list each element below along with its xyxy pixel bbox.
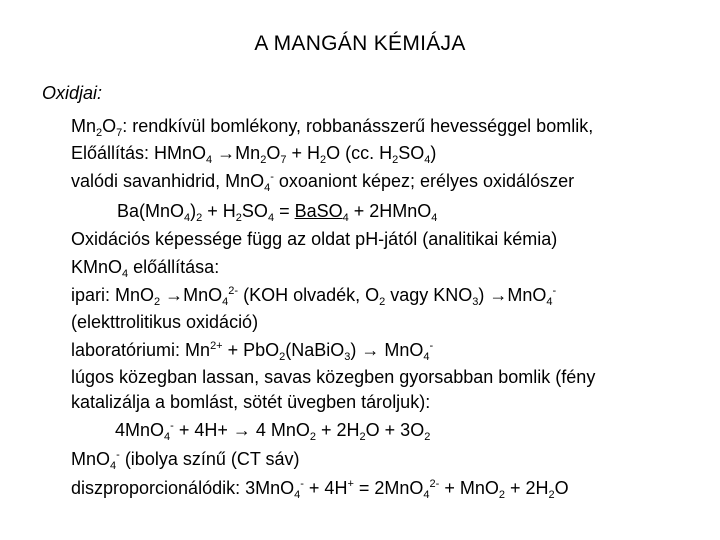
text-line-7: ipari: MnO$_2$ →MnO$_4^{2-}$ (KOH olvadék, $O_2$ vagy $KNO_3) \to MnO_4^-$: [71, 285, 557, 308]
text-line-4: $Ba(MnO_4)_2 + H_2SO_4$ = BaSO$_4$ + 2HMnO$_4$: [117, 201, 438, 224]
section-heading: Oxidjai:: [42, 83, 103, 103]
text-line-5: Oxidációs képessége függ az oldat pH-jától (analitikai kémia): [71, 229, 558, 249]
text-line-1: $Mn_2O_7$: rendkívül bomlékony, robbanásszerű hevességgel bomlik,: [71, 116, 594, 139]
page-title: A MANGÁN KÉMIÁJA: [254, 32, 466, 55]
text-line-12: 4MnO$_4$- + 4H+ → 4 $MnO_2 + 2H_2O + 3O_2$: [115, 420, 431, 443]
text-line-13: MnO$_4$- (ibolya színű (CT sáv): [71, 449, 300, 472]
text-line-14: diszproporcionálódik: $3MnO_4^- + 4H^+ = 2MnO_4^{2-} + MnO_2 + 2H_2O$: [71, 478, 569, 501]
text-line-6: KMnO$_4$ előállítása:: [71, 257, 220, 280]
precipitate-formula: BaSO$_4$: [294, 201, 349, 224]
text-line-11: katalizálja a bomlást, sötét üvegben tároljuk):: [71, 392, 431, 412]
text-line-2: Előállítás: HMnO$_4$ $\to Mn_2O_7 + H_2O$ (cc. $H_2SO_4$): [71, 143, 437, 166]
text-line-9: laboratóriumi: $Mn^{2+}$ + PbO$_2$(NaBiO$_3$) → MnO$_4$-: [71, 340, 434, 363]
text-line-3: valódi savanhidrid, MnO$_4$- oxoaniont képez; erélyes oxidálószer: [71, 171, 575, 194]
text-line-8: (elekttrolitikus oxidáció): [71, 312, 259, 332]
text-line-10: lúgos közegban lassan, savas közegben gyorsabban bomlik (fény: [71, 367, 596, 387]
